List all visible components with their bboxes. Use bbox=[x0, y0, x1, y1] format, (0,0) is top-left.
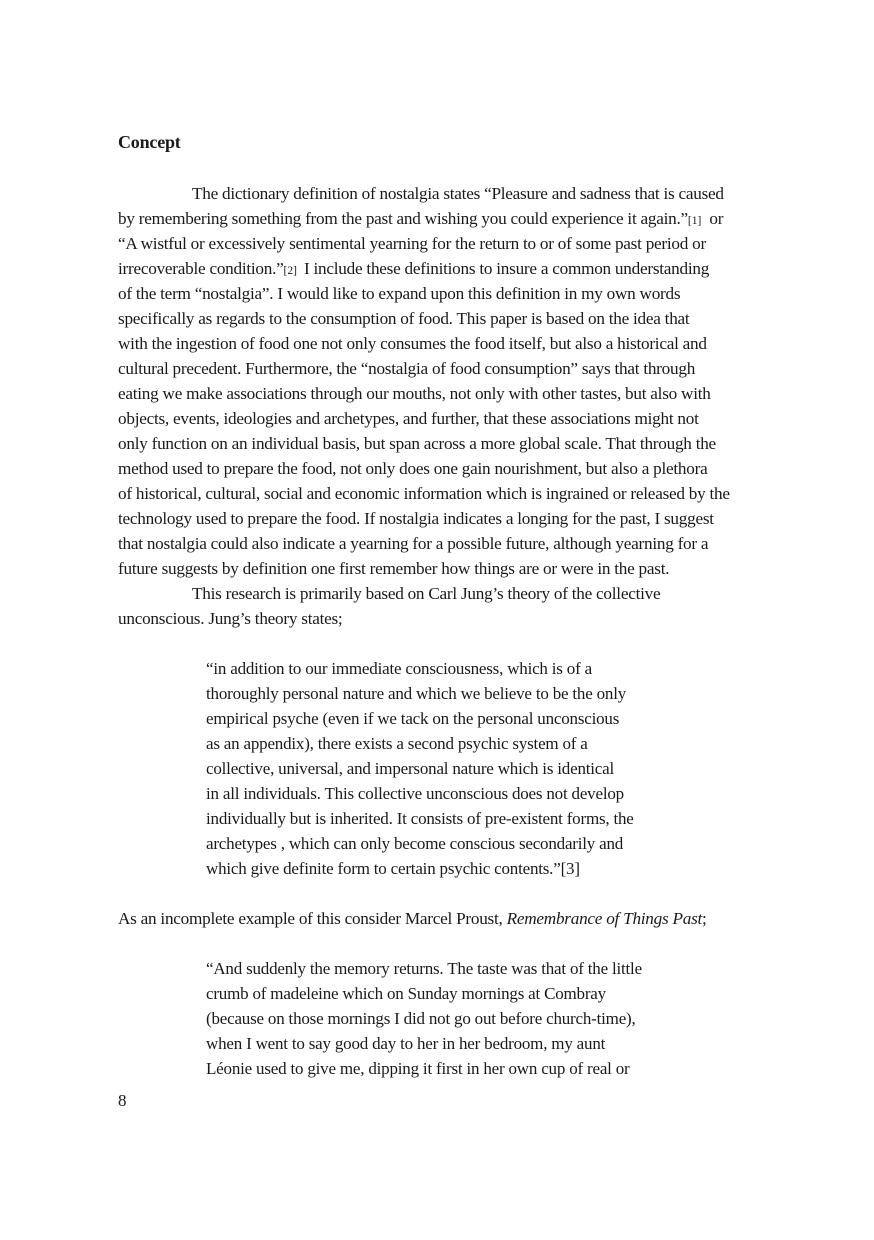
text-span: As an incomplete example of this consider Marcel Proust, bbox=[118, 909, 507, 928]
quote-line: (because on those mornings I did not go out before church-time), bbox=[206, 1009, 636, 1028]
book-title: Remembrance of Things Past bbox=[506, 909, 703, 928]
text-line: technology used to prepare the food. If nostalgia indicates a longing for the past, I suggest bbox=[118, 509, 714, 528]
text-line: that nostalgia could also indicate a yearning for a possible future, although yearning for a bbox=[118, 534, 709, 553]
text-line: with the ingestion of food one not only consumes the food itself, but also a historical and bbox=[118, 334, 707, 353]
text-span: by remembering something from the past and wishing you could experience it again.” bbox=[118, 209, 688, 228]
quote-line: when I went to say good day to her in her bedroom, my aunt bbox=[206, 1034, 606, 1053]
quote-line: as an appendix), there exists a second psychic system of a bbox=[206, 734, 588, 753]
text-span: I include these definitions to insure a common understanding bbox=[299, 259, 710, 278]
quote-line: “in addition to our immediate consciousness, which is of a bbox=[206, 659, 592, 678]
text-span: ; bbox=[702, 909, 707, 928]
section-heading: Concept bbox=[118, 132, 181, 152]
text-span: or bbox=[705, 209, 724, 228]
text-line: method used to prepare the food, not only does one gain nourishment, but also a plethora bbox=[118, 459, 708, 478]
text-line: eating we make associations through our mouths, not only with other tastes, but also with bbox=[118, 384, 711, 403]
text-line bbox=[118, 258, 709, 282]
quote-line: “And suddenly the memory returns. The taste was that of the little bbox=[206, 959, 642, 978]
text-line: objects, events, ideologies and archetypes, and further, that these associations might not bbox=[118, 409, 699, 428]
quote-line: crumb of madeleine which on Sunday mornings at Combray bbox=[206, 984, 606, 1003]
page-number: 8 bbox=[118, 1091, 127, 1110]
text-line: specifically as regards to the consumption of food. This paper is based on the idea that bbox=[118, 309, 690, 328]
text-line: unconscious. Jung’s theory states; bbox=[118, 609, 343, 628]
text-line: The dictionary definition of nostalgia states “Pleasure and sadness that is caused bbox=[192, 184, 724, 203]
text-line: only function on an individual basis, but span across a more global scale. That through the bbox=[118, 434, 716, 453]
text-line: of the term “nostalgia”. I would like to expand upon this definition in my own words bbox=[118, 284, 681, 303]
footnote-ref-2[interactable]: [2] bbox=[283, 265, 297, 277]
text-line: “A wistful or excessively sentimental yearning for the return to or of some past period or bbox=[118, 234, 706, 253]
text-line bbox=[118, 208, 723, 232]
text-line: future suggests by definition one first remember how things are or were in the past. bbox=[118, 559, 670, 578]
text-span: irrecoverable condition.” bbox=[118, 259, 284, 278]
quote-line: individually but is inherited. It consists of pre-existent forms, the bbox=[206, 809, 634, 828]
quote-line: in all individuals. This collective unconscious does not develop bbox=[206, 784, 624, 803]
text-line: This research is primarily based on Carl Jung’s theory of the collective bbox=[192, 584, 661, 603]
quote-line: thoroughly personal nature and which we believe to be the only bbox=[206, 684, 627, 703]
quote-line: Léonie used to give me, dipping it first in her own cup of real or bbox=[206, 1059, 630, 1078]
quote-line: archetypes , which can only become conscious secondarily and bbox=[206, 834, 624, 853]
text-line: cultural precedent. Furthermore, the “nostalgia of food consumption” says that through bbox=[118, 359, 696, 378]
text-line: of historical, cultural, social and economic information which is ingrained or released by the bbox=[118, 484, 730, 503]
quote-line: empirical psyche (even if we tack on the personal unconscious bbox=[206, 709, 620, 728]
quote-line: which give definite form to certain psychic contents.”[3] bbox=[206, 859, 580, 878]
quote-line: collective, universal, and impersonal nature which is identical bbox=[206, 759, 615, 778]
paragraph-proust-intro bbox=[118, 908, 707, 930]
footnote-ref-1[interactable]: [1] bbox=[687, 215, 702, 227]
